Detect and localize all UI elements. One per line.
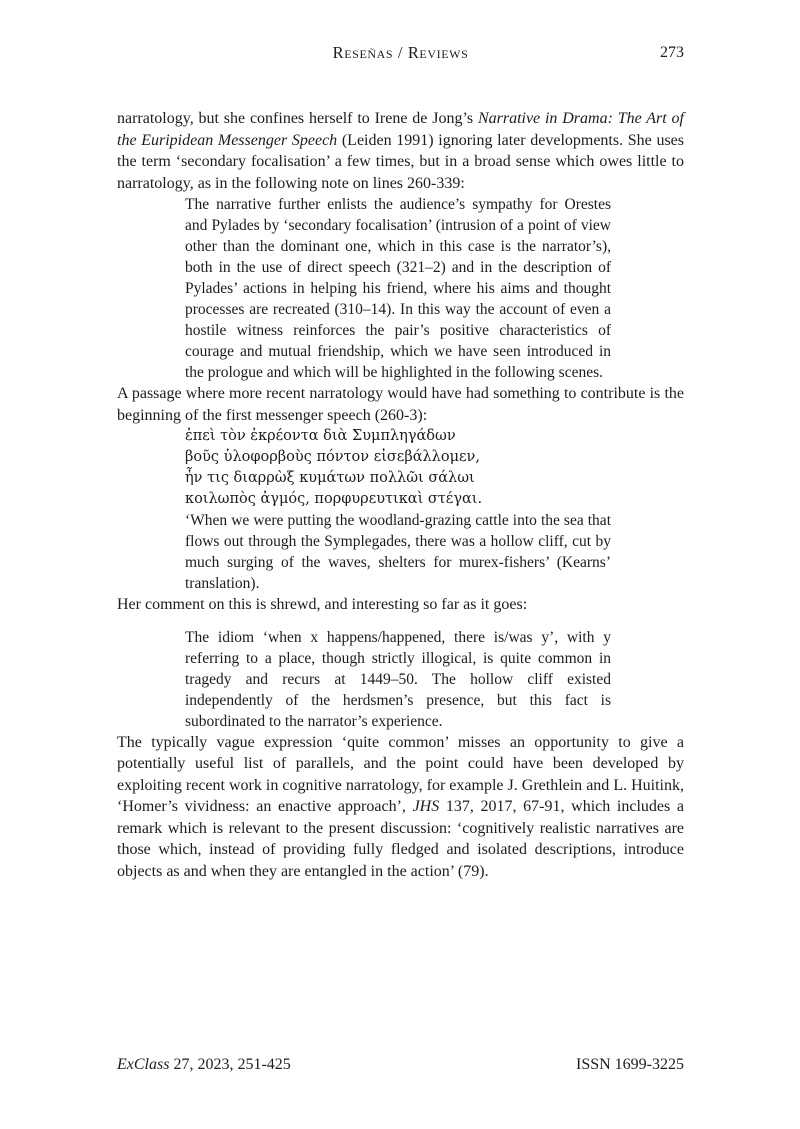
greek-quotation-block xyxy=(185,426,611,594)
italic-text-segment: ExClass xyxy=(117,1056,170,1073)
greek-verse xyxy=(185,426,611,510)
block-quote-1: The narrative further enlists the audience’s sympathy for Orestes and Pylades by ‘secondary focalisation’ (intrusion of a point of view other than the dominant one, which in this case is the narrator’s), both in the use of direct speech (321–2) and in the description of Pylades’ actions in helping his friend, where his aims and thought processes are recreated (310–14). In this way the account of even a hostile witness reinforces the pair’s positive characteristics of courage and mutual friendship, which we have seen introduced in the prologue and which will be highlighted in the following scenes. xyxy=(185,196,611,381)
text-segment: (Leiden 1991) ignoring later developments. She uses the term ‘secondary focalisation’ a few times, but in a broad sense which owes little to narratology, as in the following note on lines 260-339: xyxy=(117,131,685,192)
page-number: 273 xyxy=(660,44,684,61)
paragraph-1 xyxy=(117,108,684,194)
greek-verse-line: βοῦς ὑλοφορβοὺς πόντον εἰσεβάλλομεν, xyxy=(185,449,480,465)
greek-verse-line: ἐπεὶ τὸν ἐκρέοντα διὰ Συμπληγάδων xyxy=(185,428,456,444)
verse-translation: ‘When we were putting the woodland-grazing cattle into the sea that flows out through the Symplegades, there was a hollow cliff, cut by much surging of the waves, shelters for murex-fishers’ (Kearns’ translation). xyxy=(185,512,611,592)
issn: ISSN 1699-3225 xyxy=(575,1056,684,1073)
text-segment: 137, 2017, 67-91, which includes a remark which is relevant to the present discussion: ‘cognitively realistic narratives are those which, instead of providing fully fledged and isolated descriptions, introduce objects as and when they are entangled in the action’ (79). xyxy=(117,798,684,880)
paragraph-3: Her comment on this is shrewd, and interesting so far as it goes: xyxy=(117,596,528,613)
review-body xyxy=(117,108,684,882)
greek-verse-line: κοιλωπὸς ἀγμός, πορφυρευτικαὶ στέγαι. xyxy=(185,491,483,507)
running-head-title: Reseñas / Reviews xyxy=(332,43,469,62)
running-head xyxy=(117,43,684,65)
page-footer xyxy=(117,1055,684,1077)
journal-citation xyxy=(117,1055,291,1075)
paragraph-2: A passage where more recent narratology would have had something to contribute is the beginning of the first messenger speech (260-3): xyxy=(117,385,684,424)
italic-text-segment: JHS xyxy=(412,798,440,815)
text-segment: 27, 2023, 251-425 xyxy=(169,1056,291,1073)
block-quote-2: The idiom ‘when x happens/happened, there is/was y’, with y referring to a place, though strictly illogical, is quite common in tragedy and recurs at 1449–50. The hollow cliff existed independently of the herdsmen’s presence, but this fact is subordinated to the narrator’s experience. xyxy=(185,628,611,730)
greek-verse-line: ἦν τις διαρρὼξ κυμάτων πολλῶι σάλωι xyxy=(185,470,475,486)
italic-text-segment: Narrative in Drama: The Art of the Euripidean Messenger Speech xyxy=(117,110,684,149)
text-segment: The typically vague expression ‘quite common’ misses an opportunity to give a potentially useful list of parallels, and the point could have been developed by exploiting recent work in cognitive narratology, for example J. Grethlein and L. Huitink, ‘Homer’s vividness: an enactive approach’, xyxy=(117,733,684,815)
paragraph-4 xyxy=(117,732,684,883)
text-segment: narratology, but she confines herself to Irene de Jong’s xyxy=(117,110,478,127)
